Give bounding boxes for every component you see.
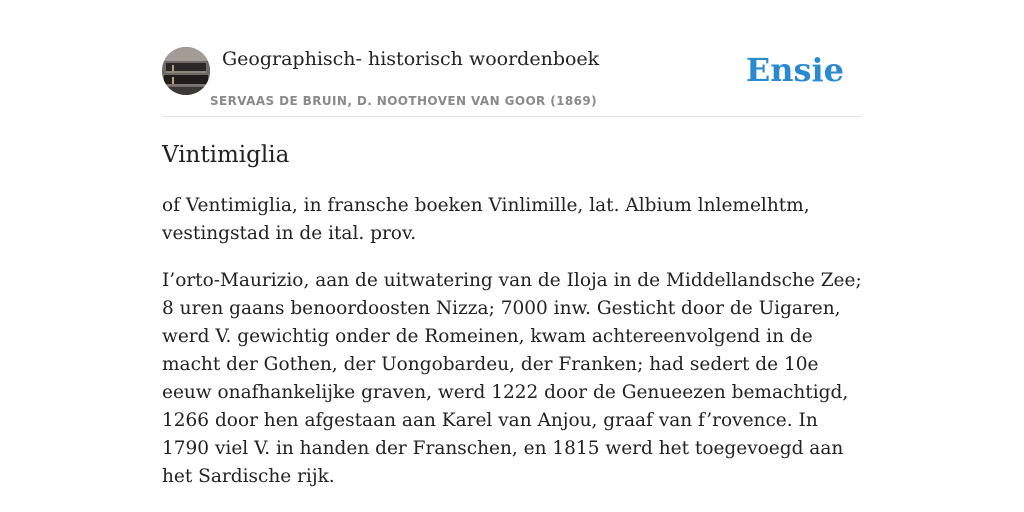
entry-body <box>162 192 866 510</box>
entry-title: Vintimiglia <box>162 142 290 168</box>
ensie-logo[interactable]: Ensie <box>745 51 844 89</box>
book-title[interactable]: Geographisch- historisch woordenboek <box>222 48 600 70</box>
book-author: SERVAAS DE BRUIN, D. NOOTHOVEN VAN GOOR (1869) <box>210 94 598 108</box>
entry-paragraph: of Ventimiglia, in fransche boeken Vinlimille, lat. Albium lnlemelhtm, vestingstad in de ital. prov. <box>162 195 810 244</box>
book-cover-avatar[interactable] <box>162 47 210 95</box>
entry-paragraph: I’orto-Maurizio, aan de uitwatering van de Iloja in de Middellandsche Zee; 8 uren gaans benoordoosten Nizza; 7000 inw. Gesticht door de Uigaren, werd V. gewichtig onder de Romeinen, kwam achtereenvolgend in de macht der Gothen, der Uongobardeu, der Franken; had sedert de 10e eeuw onafhankelijke graven, werd 1222 door de Genueezen bemachtigd, 1266 door hen afgestaan aan Karel van Anjou, graaf van f’rovence. In 1790 viel V. in handen der Franschen, en 1815 werd het toegevoegd aan het Sardische rijk. <box>162 270 862 487</box>
book-stack-icon <box>162 47 210 95</box>
book-header <box>162 46 862 117</box>
